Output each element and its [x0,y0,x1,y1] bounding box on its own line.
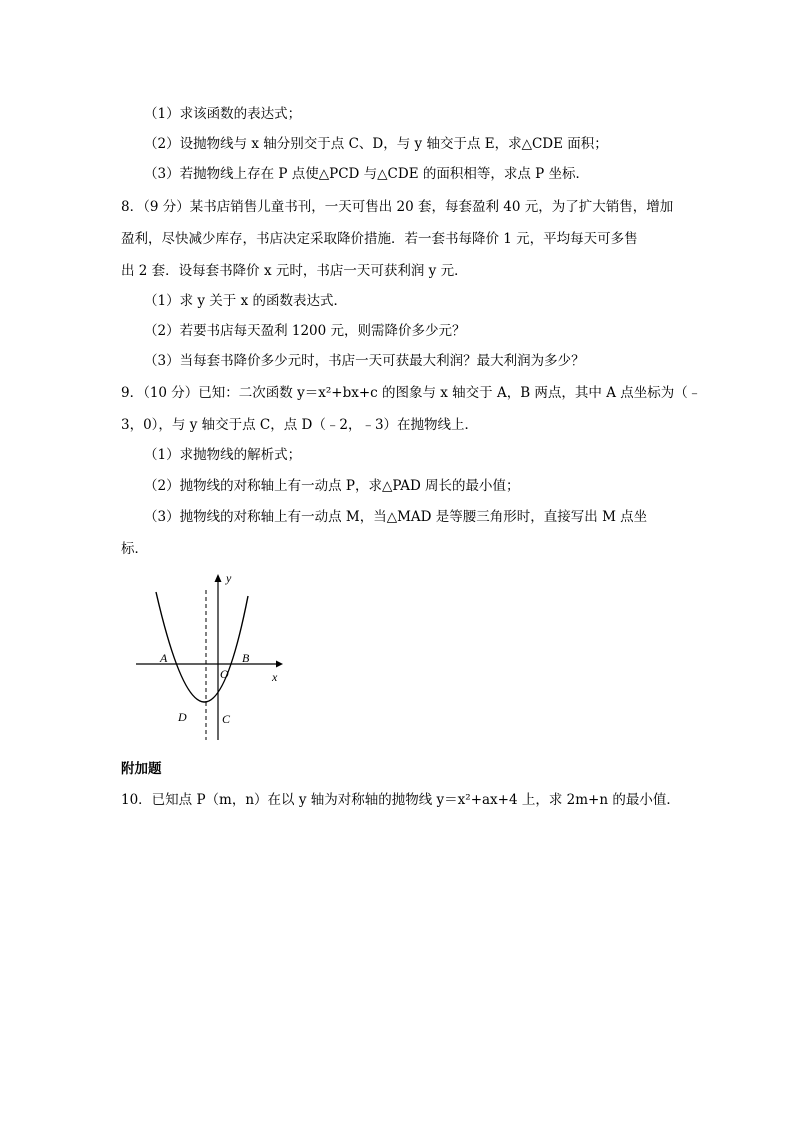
x-axis-arrow [276,661,283,668]
q8-sub3: （3）当每套书降价多少元时，书店一天可获最大利润？最大利润为多少？ [144,353,585,369]
q8-line3: 出 2 套．设每套书降价 x 元时，书店一天可获利润 y 元． [121,263,468,279]
bonus-heading: 附加题 [121,761,162,777]
q9-line2: 3，0），与 y 轴交于点 C，点 D（﹣2，﹣3）在抛物线上． [121,417,479,433]
q8-sub2: （2）若要书店每天盈利 1200 元，则需降价多少元？ [144,323,466,339]
parabola-curve [156,592,248,702]
q9-sub2: （2）抛物线的对称轴上有一动点 P，求△PAD 周长的最小值； [144,478,520,494]
q7-sub3: （3）若抛物线上存在 P 点使△PCD 与△CDE 的面积相等，求点 P 坐标． [144,166,590,182]
q8-line2: 盈利，尽快减少库存，书店决定采取降价措施．若一套书每降价 1 元，平均每天可多售 [121,231,638,247]
q8-line1: 8．（9 分）某书店销售儿童书刊，一天可售出 20 套，每套盈利 40 元，为了扩大销售，增加 [121,199,674,215]
y-axis-label: y [226,571,232,585]
origin-label: O [220,667,229,681]
point-c-label: C [222,712,231,726]
q9-sub3-cont: 标． [121,541,148,557]
q7-sub2: （2）设抛物线与 x 轴分别交于点 C、D，与 y 轴交于点 E，求△CDE 面积； [144,136,608,152]
q9-line1: 9．（10 分）已知：二次函数 y＝x²+bx+c 的图象与 x 轴交于 A，B 两点，其中 A 点坐标为（﹣ [121,385,702,401]
point-d-label: D [178,710,187,724]
q9-sub1: （1）求抛物线的解析式； [144,447,302,463]
parabola-figure [136,566,296,746]
point-a-label: A [160,651,168,665]
point-b-label: B [242,651,250,665]
q7-sub1: （1）求该函数的表达式； [144,106,302,122]
q9-sub3: （3）抛物线的对称轴上有一动点 M，当△MAD 是等腰三角形时，直接写出 M 点坐 [144,509,648,525]
x-axis-label: x [272,670,278,684]
q8-sub1: （1）求 y 关于 x 的函数表达式． [144,293,347,309]
y-axis-arrow [215,574,222,582]
q10-text: 10．已知点 P（m，n）在以 y 轴为对称轴的抛物线 y＝x²+ax+4 上，求 2m+n 的最小值． [121,792,680,808]
